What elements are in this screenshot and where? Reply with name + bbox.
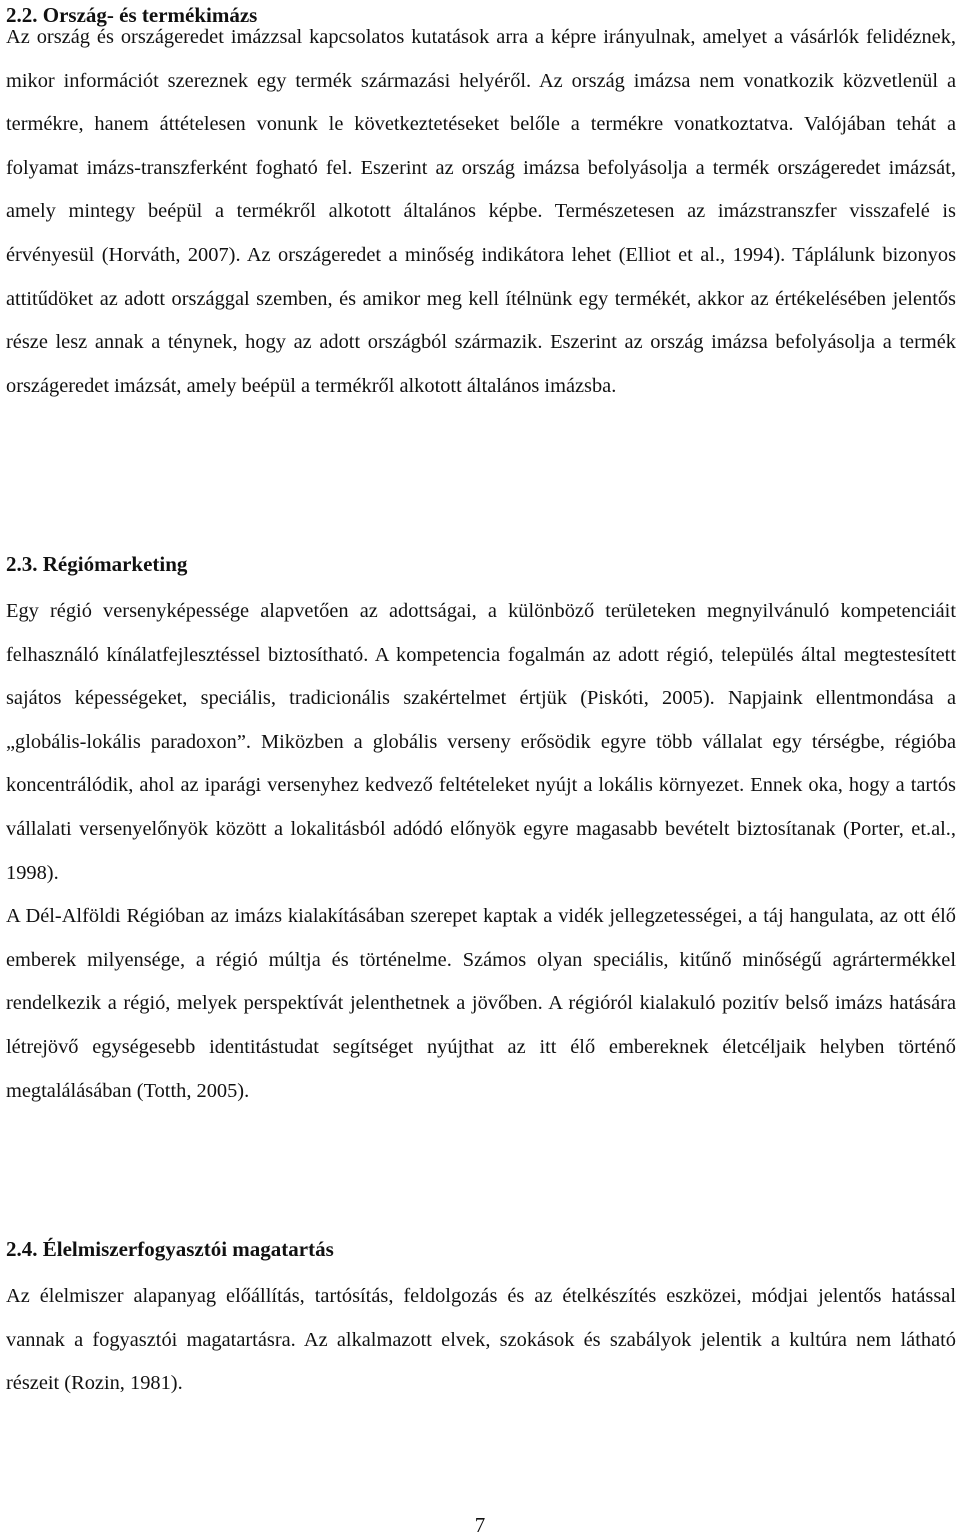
paragraph: Egy régió versenyképessége alapvetően az adottságai, a különböző területeken megnyilvánuló kompetenciáit felhasználó kínálatfejlesztéssel biztosítható. A kompetencia fogalmán az adott régió, település által megtestesített sajátos képességeket, speciális, tradicionális szakértelmet értjük (Piskóti, 2005). Napjaink ellentmondása a „globális-lokális paradoxon”. Miközben a globális verseny erősödik egyre több vállalat egy térségbe, régióba koncentrálódik, ahol az iparági versenyhez kedvező feltételeket nyújt a lokális környezet. Ennek oka, hogy a tartós vállalati versenyelőnyök között a lokalitásból adódó előnyök egyre magasabb bevételt biztosítanak (Porter, et.al., 1998). [6, 600, 956, 884]
page-number: 7 [474, 1513, 486, 1537]
section-body-regional-marketing [6, 590, 956, 1113]
section-body-food-consumer [6, 1275, 956, 1406]
section-heading-country-image: 2.2. Ország- és termékimázs [6, 3, 258, 27]
paragraph: Az élelmiszer alapanyag előállítás, tartósítás, feldolgozás és az ételkészítés eszközei, módjai jelentős hatással vannak a fogyasztói magatartásra. Az alkalmazott elvek, szokások és szabályok jelentik a kultúra nem látható részeit (Rozin, 1981). [6, 1285, 956, 1395]
section-regional-marketing [6, 551, 956, 577]
section-body-country-image [6, 16, 956, 408]
section-heading-food-consumer: 2.4. Élelmiszerfogyasztói magatartás [6, 1237, 334, 1261]
paragraph: Az ország és országeredet imázzsal kapcsolatos kutatások arra a képre irányulnak, amelyet a vásárlók felidéznek, mikor információt szereznek egy termék származási helyéről. Az ország imázsa nem vonatkozik közvetlenül a termékre, hanem áttételesen vonunk le következtetéseket belőle a termékre vonatkoztatva. Valójában tehát a folyamat imázs-transzferként fogható fel. Eszerint az ország imázsa befolyásolja a termék országeredet imázsát, amely mintegy beépül a termékről alkotott általános képbe. Természetesen az imázstranszfer visszafelé is érvényesül (Horváth, 2007). Az országeredet a minőség indikátora lehet (Elliot et al., 1994). Táplálunk bizonyos attitűdöket az adott országgal szemben, és amikor meg kell ítélnünk egy termékét, akkor az értékelésében jelentős része lesz annak a ténynek, hogy az adott országból származik. Eszerint az ország imázsa befolyásolja a termék országeredet imázsát, amely beépül a termékről alkotott általános imázsba. [6, 26, 956, 397]
section-food-consumer [6, 1236, 956, 1262]
section-heading-regional-marketing: 2.3. Régiómarketing [6, 552, 188, 576]
paragraph: A Dél-Alföldi Régióban az imázs kialakításában szerepet kaptak a vidék jellegzetességei, a táj hangulata, az ott élő emberek milyensége, a régió múltja és történelme. Számos olyan speciális, kitűnő minőségű agrártermékkel rendelkezik a régió, melyek perspektívát jelenthetnek a jövőben. A régióról kialakuló pozitív belső imázs hatására létrejövő egységesebb identitástudat segítséget nyújthat az itt élő embereknek életcéljaik helyben történő megtalálásában (Totth, 2005). [6, 905, 956, 1102]
